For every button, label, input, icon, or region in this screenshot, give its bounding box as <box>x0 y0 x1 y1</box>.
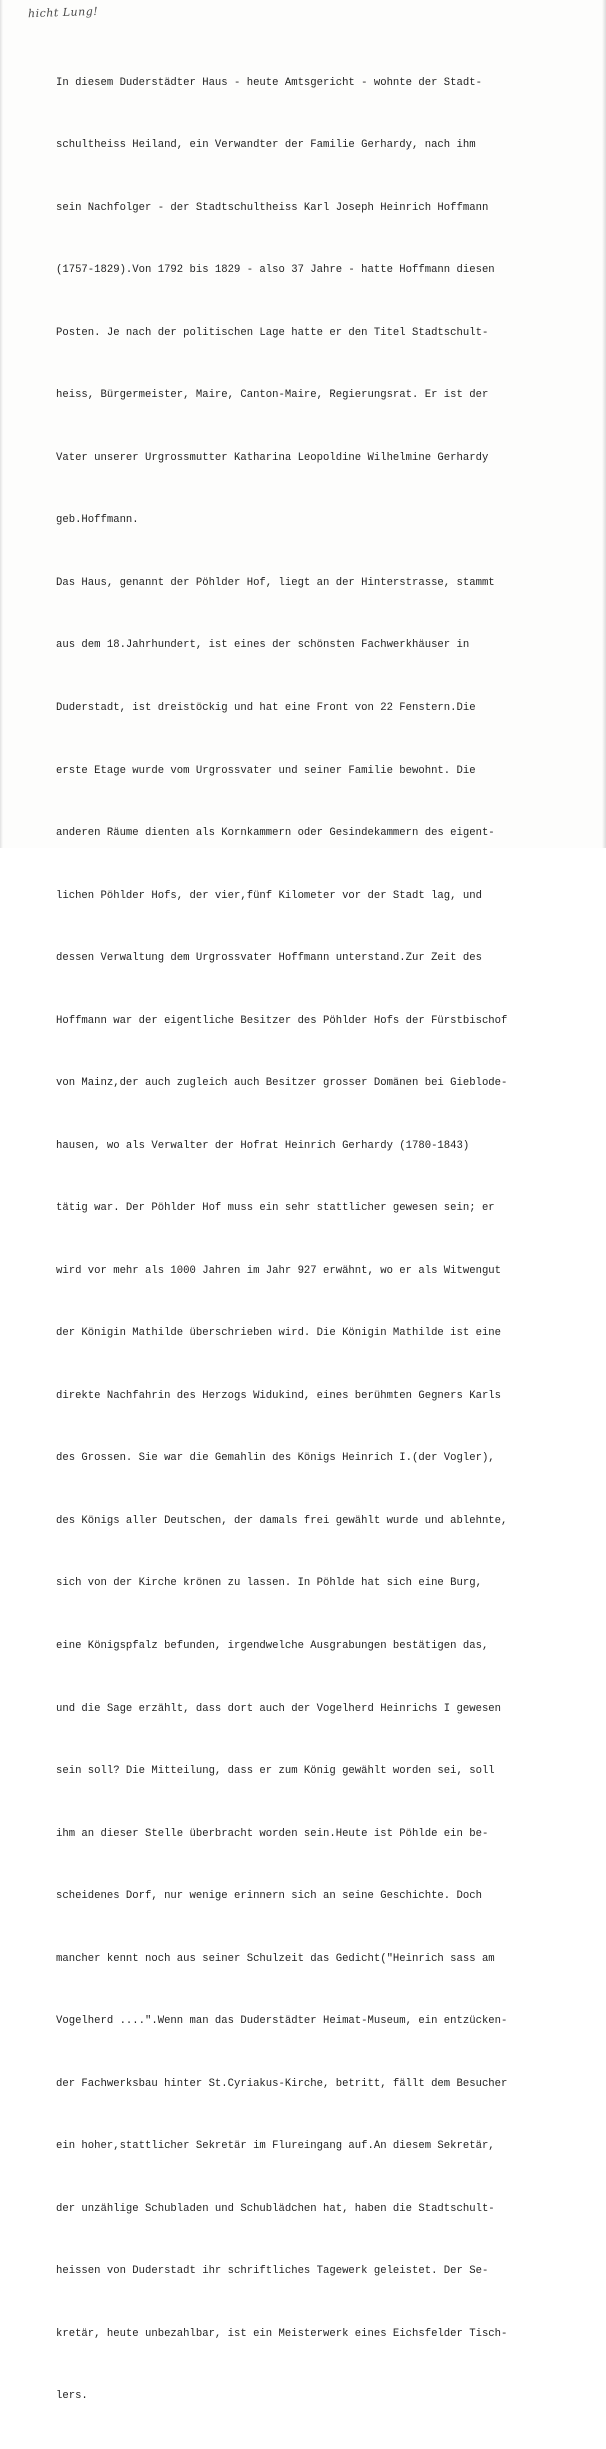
text-line: Das Haus, genannt der Pöhlder Hof, liegt an der Hinterstrasse, stammt <box>56 576 495 589</box>
text-line: hausen, wo als Verwalter der Hofrat Heinrich Gerhardy (1780-1843) <box>56 1139 470 1152</box>
text-line: direkte Nachfahrin des Herzogs Widukind, eines berühmten Gegners Karls <box>56 1389 502 1402</box>
text-line: Posten. Je nach der politischen Lage hatte er den Titel Stadtschult- <box>56 326 489 339</box>
text-line: Duderstadt, ist dreistöckig und hat eine Front von 22 Fenstern.Die <box>56 702 476 714</box>
text-line: wird vor mehr als 1000 Jahren im Jahr 927 erwähnt, wo er als Witwengut <box>56 1264 502 1277</box>
scan-edge-left <box>0 0 3 848</box>
text-line: des Grossen. Sie war die Gemahlin des Königs Heinrich I.(der Vogler), <box>56 1452 495 1465</box>
text-line: eine Königspfalz befunden, irgendwelche Ausgrabungen bestätigen das, <box>56 1639 489 1652</box>
text-line: der Fachwerksbau hinter St.Cyriakus-Kirche, betritt, fällt dem Besucher <box>56 2077 508 2090</box>
text-line: mancher kennt noch aus seiner Schulzeit das Gedicht("Heinrich sass am <box>56 1952 495 1965</box>
text-line: und die Sage erzählt, dass dort auch der Vogelherd Heinrichs I gewesen <box>56 1702 502 1715</box>
text-line: Vogelherd ....".Wenn man das Duderstädter Heimat-Museum, ein entzücken- <box>56 2015 508 2028</box>
text-line: der unzählige Schubladen und Schublädchen hat, haben die Stadtschult- <box>56 2202 495 2215</box>
text-line: scheidenes Dorf, nur wenige erinnern sich an seine Geschichte. Doch <box>56 1890 482 1903</box>
text-line: Vater unserer Urgrossmutter Katharina Leopoldine Wilhelmine Gerhardy <box>56 451 489 464</box>
text-line: anderen Räume dienten als Kornkammern oder Gesindekammern des eigent- <box>56 827 495 840</box>
text-line: heiss, Bürgermeister, Maire, Canton-Maire, Regierungsrat. Er ist der <box>56 389 489 402</box>
text-line: kretär, heute unbezahlbar, ist ein Meisterwerk eines Eichsfelder Tisch- <box>56 2327 508 2340</box>
text-line: lers. <box>56 2390 88 2403</box>
text-line: des Königs aller Deutschen, der damals frei gewählt wurde und ablehnte, <box>56 1514 508 1527</box>
text-line: dessen Verwaltung dem Urgrossvater Hoffmann unterstand.Zur Zeit des <box>56 952 482 965</box>
text-line: Hoffmann war der eigentliche Besitzer des Pöhlder Hofs der Fürstbischof <box>56 1014 508 1027</box>
text-line: ihm an dieser Stelle überbracht worden sein.Heute ist Pöhlde ein be- <box>56 1827 489 1840</box>
text-line: sich von der Kirche krönen zu lassen. In Pöhlde hat sich eine Burg, <box>56 1577 482 1590</box>
text-line: aus dem 18.Jahrhundert, ist eines der schönsten Fachwerkhäuser in <box>56 639 470 652</box>
text-line: sein Nachfolger - der Stadtschultheiss Karl Joseph Heinrich Hoffmann <box>56 201 489 214</box>
text-line: ein hoher,stattlicher Sekretär im Flureingang auf.An diesem Sekretär, <box>56 2140 495 2153</box>
text-line: lichen Pöhlder Hofs, der vier,fünf Kilometer vor der Stadt lag, und <box>56 889 482 902</box>
text-line: von Mainz,der auch zugleich auch Besitzer grosser Domänen bei Gieblode- <box>56 1077 508 1090</box>
text-line: In diesem Duderstädter Haus - heute Amtsgericht - wohnte der Stadt- <box>56 76 482 89</box>
handwritten-note: hicht Lung! <box>27 4 99 21</box>
text-line: schultheiss Heiland, ein Verwandter der Familie Gerhardy, nach ihm <box>56 139 476 152</box>
scan-edge-right <box>602 0 606 848</box>
typed-text-body <box>56 31 596 2449</box>
text-line: (1757-1829).Von 1792 bis 1829 - also 37 Jahre - hatte Hoffmann diesen <box>56 264 495 277</box>
text-line: tätig war. Der Pöhlder Hof muss ein sehr stattlicher gewesen sein; er <box>56 1202 495 1215</box>
text-line: sein soll? Die Mitteilung, dass er zum König gewählt worden sei, soll <box>56 1765 495 1778</box>
text-line: der Königin Mathilde überschrieben wird. Die Königin Mathilde ist eine <box>56 1327 502 1340</box>
text-line: geb.Hoffmann. <box>56 514 139 527</box>
text-line: erste Etage wurde vom Urgrossvater und seiner Familie bewohnt. Die <box>56 764 476 777</box>
text-line: heissen von Duderstadt ihr schriftliches Tagewerk geleistet. Der Se- <box>56 2265 489 2278</box>
